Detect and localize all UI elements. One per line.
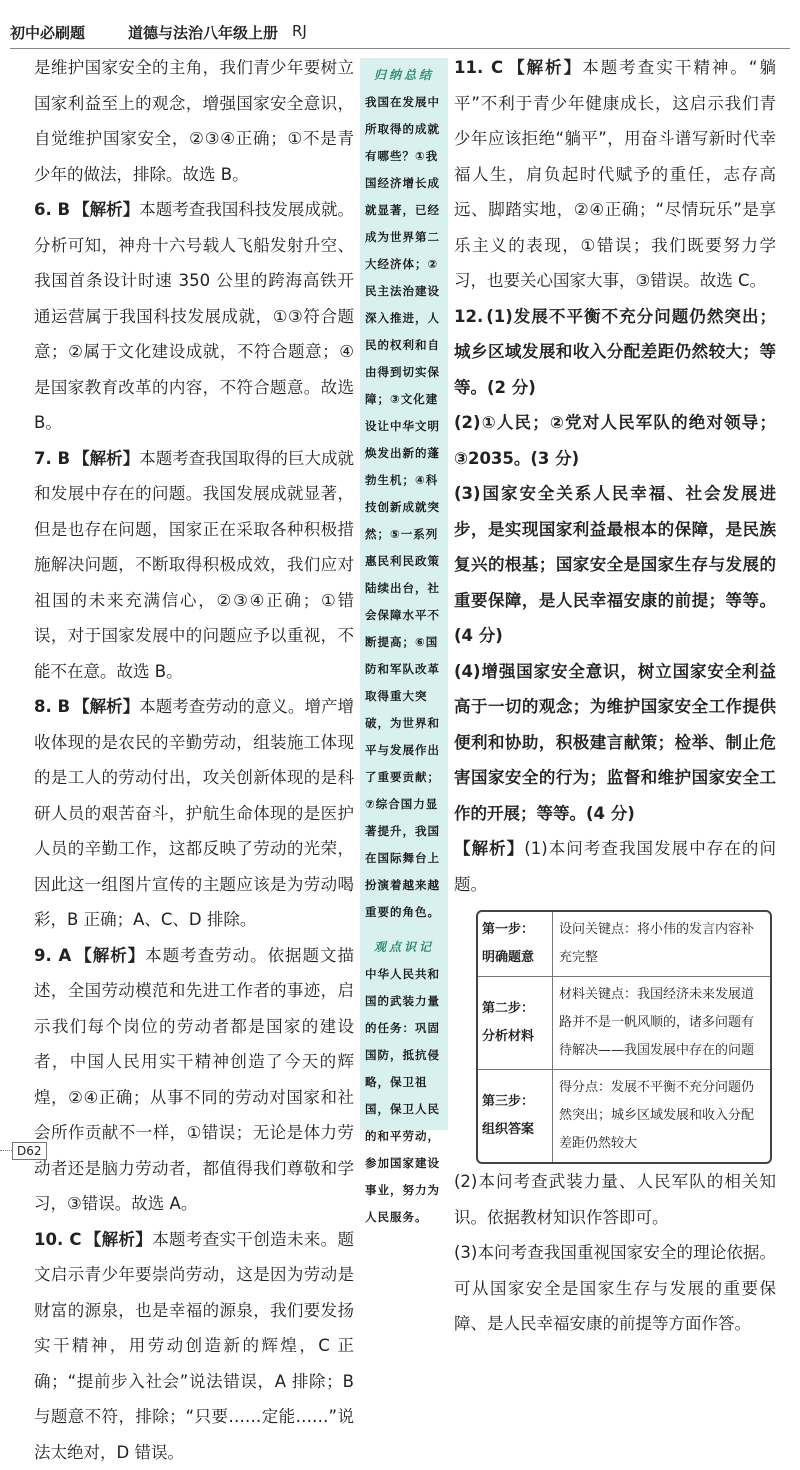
analysis-q12-3: (3)本问考查我国重视国家安全的理论依据。可从国家安全是国家生存与发展的重要保障、是人民幸福安康的前提等方面作答。 (454, 1235, 776, 1342)
analysis-q12-1: 【解析】(1)本问考查我国发展中存在的问题。 (454, 831, 776, 902)
answer-q12-2: (2)①人民；②党对人民军队的绝对领导；③2035。(3 分) (454, 405, 776, 476)
subject-title: 道德与法治八年级上册 (128, 22, 278, 43)
answer-q12: 12. (1)发展不平衡不充分问题仍然突出；城乡区域发展和收入分配差距仍然较大；等等。(2 分) (2)①人民；②党对人民军队的绝对领导；③2035。(3 分) (3)国家安全关系人民幸福、社会发展进步，是实现国家利益最根本的保障，是民族复兴的根基；国家安全是国家生存与发展的重要保障，是人民幸福安康的前提；等等。(4 分) (4)增强国家安全意识，树立国家安全利益高于一切的观念；为维护国家安全工作提供便利和协助，积极建言献策；检举、制止危害国家安全的行为；监督和维护国家安全工作的开展；等等。(4 分) (454, 299, 776, 832)
table-row: 第一步： 明确题意 设问关键点：将小伟的发言内容补充完整 (478, 912, 770, 977)
summary-text: 我国在发展中所取得的成就有哪些？①我国经济增长成就显著，已经成为世界第二大经济体；②民主法治建设深入推进，人民的权利和自由得到切实保障；③文化建设让中华文明焕发出新的蓬勃生机；④科技创新成就突然；⑤一系列惠民利民政策陆续出台，社会保障水平不断提高；⑥国防和军队改革取得重大突破，为世界和平与发展作出了重要贡献；⑦综合国力显著提升，我国在国际舞台上扮演着越来越重要的角色。 (365, 89, 443, 926)
answer-q10: 10. C 【解析】本题考查实干创造未来。题文启示青少年要崇尚劳动，这是因为劳动是财富的源泉，也是幸福的源泉，我们要发扬实干精神，用劳动创造新的辉煌，C 正确；“提前步入社会”说法错误，A 排除；B 与题意不符，排除；“只要……定能……”说法太绝对，D 错误。 (34, 1222, 354, 1470)
edition-label: RJ (292, 22, 307, 40)
answer-q9: 9. A 【解析】本题考查劳动。依据题文描述，全国劳动模范和先进工作者的事迹，启示我们每个岗位的劳动者都是国家的建设者，中国人民用实干精神创造了今天的辉煌，②④正确；从事不同的劳动对国家和社会所作贡献不一样，①错误；无论是体力劳动者还是脑力劳动者，都值得我们尊敬和学习，③错误。故选 A。 (34, 938, 354, 1222)
summary-box (360, 58, 448, 930)
sidebar-notes (360, 58, 448, 1130)
footer-dots (0, 1150, 12, 1151)
analysis-q12-2: (2)本问考查武装力量、人民军队的相关知识。依据教材知识作答即可。 (454, 1164, 776, 1235)
right-column (454, 50, 776, 1342)
book-title: 初中必刷题 (10, 22, 85, 43)
answer-q7: 7. B 【解析】本题考查我国取得的巨大成就和发展中存在的问题。我国发展成就显著，但是也存在问题，国家正在采取各种积极措施解决问题，不断取得积极成效，我们应对祖国的未来充满信心，②③④正确；①错误，对于国家发展中的问题应予以重视，不能不在意。故选 B。 (34, 441, 354, 690)
answer-q11: 11. C 【解析】本题考查实干精神。“躺平”不利于青少年健康成长，这启示我们青少年应该拒绝“躺平”，用奋斗谱写新时代幸福人生，肩负起时代赋予的重任，志存高远、脚踏实地，②④正确；“尽情玩乐”是享乐主义的表现，①错误；我们既要努力学习，也要关心国家大事，③错误。故选 C。 (454, 50, 776, 299)
answer-q12-4: (4)增强国家安全意识，树立国家安全利益高于一切的观念；为维护国家安全工作提供便利和协助，积极建言献策；检举、制止危害国家安全的行为；监督和维护国家安全工作的开展；等等。(4 分) (454, 654, 776, 832)
viewpoint-text: 中华人民共和国的武装力量的任务：巩固国防，抵抗侵略，保卫祖国，保卫人民的和平劳动，参加国家建设事业，努力为人民服务。 (365, 961, 443, 1231)
table-row: 第三步： 组织答案 得分点：发展不平衡不充分问题仍然突出；城乡区域发展和收入分配差距仍然较大 (478, 1070, 770, 1162)
steps-table (476, 910, 772, 1164)
answer-q8: 8. B 【解析】本题考查劳动的意义。增产增收体现的是农民的辛勤劳动，组装施工体现的是工人的劳动付出，攻关创新体现的是科研人员的艰苦奋斗，护航生命体现的是医护人员的辛勤工作，这都反映了劳动的光荣，因此这一组图片宣传的主题应该是为劳动喝彩，B 正确；A、C、D 排除。 (34, 689, 354, 938)
left-column (34, 50, 354, 1470)
page-number: D62 (12, 1142, 47, 1160)
table-row: 第二步： 分析材料 材料关键点：我国经济未来发展道路并不是一帆风顺的，诸多问题有待解决——我国发展中存在的问题 (478, 977, 770, 1070)
q5-continuation: 是维护国家安全的主角，我们青少年要树立国家利益至上的观念，增强国家安全意识，自觉维护国家安全，②③④正确；①不是青少年的做法，排除。故选 B。 (34, 50, 354, 192)
viewpoint-title: 观点识记 (365, 934, 443, 961)
summary-title: 归纳总结 (365, 62, 443, 89)
answer-q12-3: (3)国家安全关系人民幸福、社会发展进步，是实现国家利益最根本的保障，是民族复兴的根基；国家安全是国家生存与发展的重要保障，是人民幸福安康的前提；等等。(4 分) (454, 476, 776, 654)
viewpoint-box (360, 930, 448, 1235)
page-header (10, 10, 790, 49)
answer-q6: 6. B 【解析】本题考查我国科技发展成就。分析可知，神舟十六号载人飞船发射升空、我国首条设计时速 350 公里的跨海高铁开通运营属于我国科技发展成就，①③符合题意；②属于文化建设成就，不符合题意；④是国家教育改革的内容，不符合题意。故选 B。 (34, 192, 354, 441)
